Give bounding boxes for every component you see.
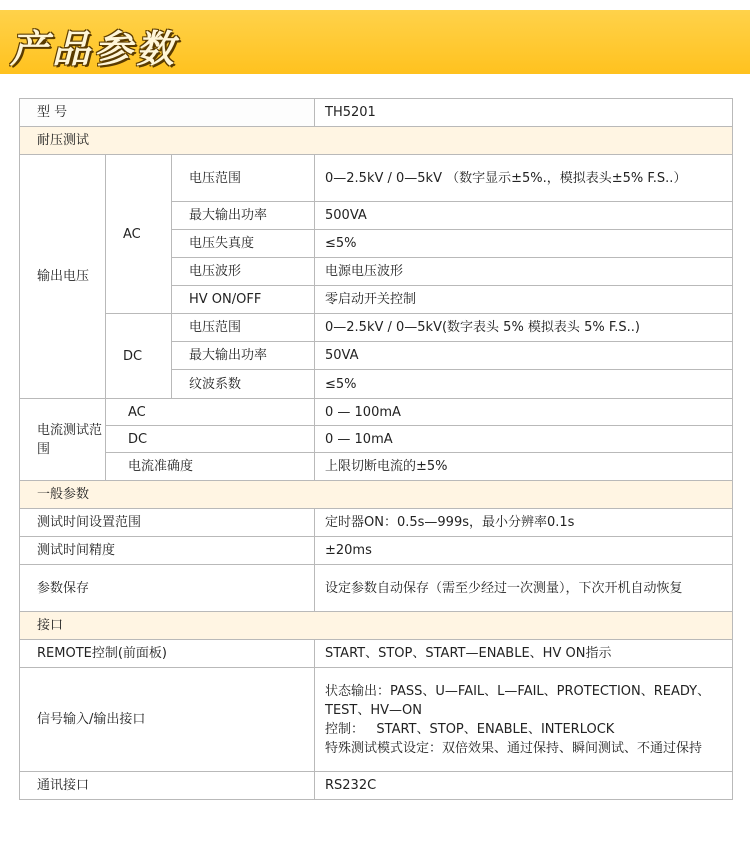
comm-value: RS232C — [315, 772, 733, 800]
dc-voltage-range-value: 0—2.5kV / 0—5kV(数字表头 5% 模拟表头 5% F.S..) — [315, 314, 733, 342]
time-accuracy-value: ±20ms — [315, 537, 733, 565]
signal-io-value — [315, 668, 733, 772]
current-accuracy-value: 上限切断电流的±5% — [315, 453, 733, 481]
model-label: 型 号 — [20, 99, 315, 127]
table-row — [20, 640, 733, 668]
ac-distortion-label: 电压失真度 — [172, 230, 315, 258]
ac-max-power-value: 500VA — [315, 202, 733, 230]
signal-io-special-line: 特殊测试模式设定：双倍效果、通过保持、瞬间测试、不通过保持 — [325, 740, 703, 756]
output-voltage-label: 输出电压 — [20, 155, 106, 399]
current-ac-label: AC — [106, 399, 315, 426]
signal-io-label: 信号输入/输出接口 — [20, 668, 315, 772]
header-banner — [0, 10, 750, 74]
spec-table — [19, 98, 733, 800]
ac-waveform-value: 电源电压波形 — [315, 258, 733, 286]
dc-ripple-label: 纹波系数 — [172, 370, 315, 399]
current-range-label: 电流测试范围 — [20, 399, 106, 481]
remote-value: START、STOP、START—ENABLE、HV ON指示 — [315, 640, 733, 668]
time-range-value: 定时器ON：0.5s—999s，最小分辨率0.1s — [315, 509, 733, 537]
table-row — [20, 668, 733, 772]
ac-voltage-range-label: 电压范围 — [172, 155, 315, 202]
ac-voltage-range-value: 0—2.5kV / 0—5kV （数字显示±5%.，模拟表头±5% F.S..） — [315, 155, 733, 202]
ac-max-power-label: 最大输出功率 — [172, 202, 315, 230]
current-accuracy-label: 电流准确度 — [106, 453, 315, 481]
section-interface-title: 接口 — [20, 612, 733, 640]
current-ac-value: 0 — 100mA — [315, 399, 733, 426]
model-value: TH5201 — [315, 99, 733, 127]
table-row — [20, 537, 733, 565]
table-row — [20, 772, 733, 800]
dc-ripple-value: ≤5% — [315, 370, 733, 399]
dc-voltage-range-label: 电压范围 — [172, 314, 315, 342]
table-row — [20, 399, 733, 426]
time-range-label: 测试时间设置范围 — [20, 509, 315, 537]
ac-distortion-value: ≤5% — [315, 230, 733, 258]
ac-hv-onoff-label: HV ON/OFF — [172, 286, 315, 314]
table-row — [20, 426, 733, 453]
time-accuracy-label: 测试时间精度 — [20, 537, 315, 565]
dc-max-power-value: 50VA — [315, 342, 733, 370]
ac-label: AC — [106, 155, 172, 314]
section-row-interface — [20, 612, 733, 640]
remote-label: REMOTE控制(前面板) — [20, 640, 315, 668]
table-row — [20, 155, 733, 202]
dc-max-power-label: 最大输出功率 — [172, 342, 315, 370]
ac-hv-onoff-value: 零启动开关控制 — [315, 286, 733, 314]
table-row-model — [20, 99, 733, 127]
param-save-label: 参数保存 — [20, 565, 315, 612]
section-general-title: 一般参数 — [20, 481, 733, 509]
current-dc-value: 0 — 10mA — [315, 426, 733, 453]
param-save-value: 设定参数自动保存（需至少经过一次测量），下次开机自动恢复 — [315, 565, 733, 612]
banner-title: 产品参数 — [10, 26, 179, 71]
section-row-general — [20, 481, 733, 509]
signal-io-control-line: 控制： START、STOP、ENABLE、INTERLOCK — [325, 721, 615, 737]
dc-label: DC — [106, 314, 172, 399]
ac-waveform-label: 电压波形 — [172, 258, 315, 286]
comm-label: 通讯接口 — [20, 772, 315, 800]
signal-io-status-line: 状态输出：PASS、U—FAIL、L—FAIL、PROTECTION、READY、TEST、HV—ON — [325, 683, 711, 718]
table-row — [20, 509, 733, 537]
table-row — [20, 314, 733, 342]
section-row-withstand — [20, 127, 733, 155]
table-row — [20, 453, 733, 481]
section-withstand-title: 耐压测试 — [20, 127, 733, 155]
table-row — [20, 565, 733, 612]
current-dc-label: DC — [106, 426, 315, 453]
